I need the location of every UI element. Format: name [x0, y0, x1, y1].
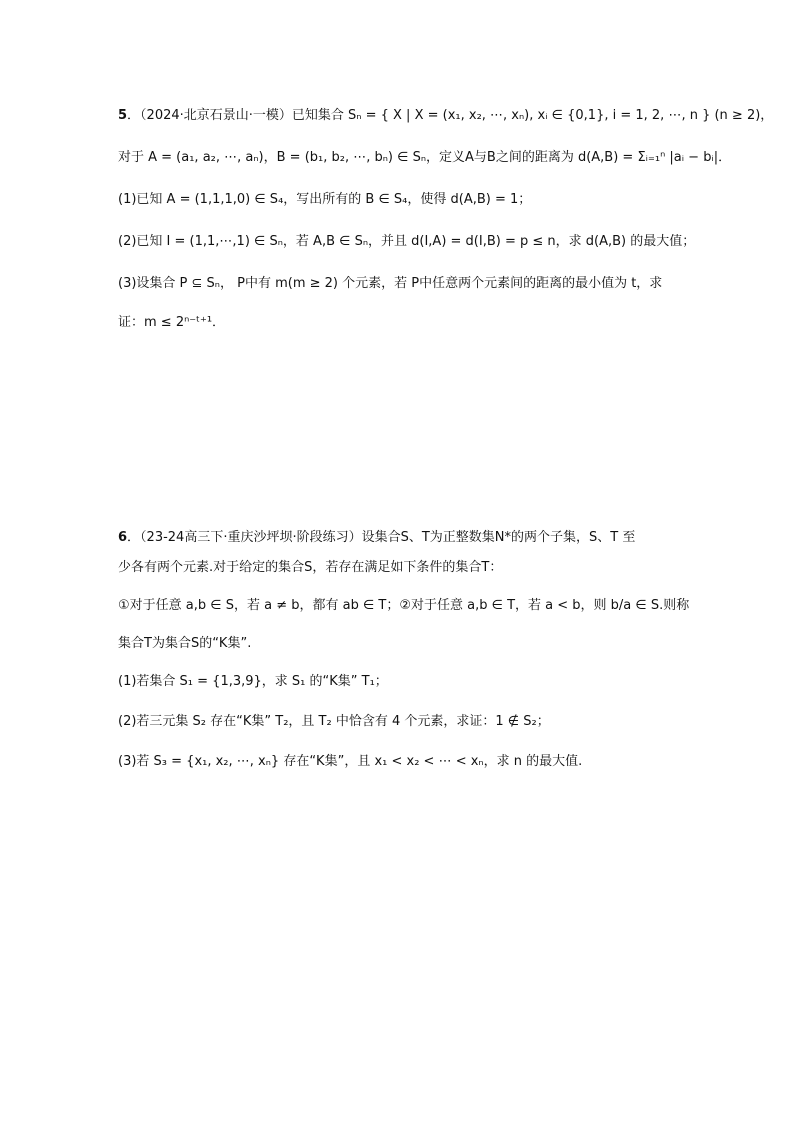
problem-line	[118, 106, 773, 126]
problem-line	[118, 528, 635, 548]
problem-line: (3)设集合 P ⊆ Sₙ， P中有 m(m ≥ 2) 个元素，若 P中任意两个元素间的距离的最小值为 t，求	[118, 276, 663, 291]
problem-line: 少各有两个元素.对于给定的集合S，若存在满足如下条件的集合T：	[118, 560, 503, 575]
problem-number: 5	[118, 108, 128, 123]
problem-text: ．（2024·北京石景山·一模）已知集合 Sₙ = { X | X = (x₁, x₂, ⋯, xₙ), xᵢ ∈ {0,1}, i = 1, 2, ⋯, n } (n ≥ 2)，	[127, 108, 774, 123]
problem-line: (1)已知 A = (1,1,1,0) ∈ S₄，写出所有的 B ∈ S₄，使得 d(A,B) = 1；	[118, 192, 532, 207]
problem-line: 对于 A = (a₁, a₂, ⋯, aₙ)，B = (b₁, b₂, ⋯, bₙ) ∈ Sₙ，定义A与B之间的距离为 d(A,B) = Σᵢ₌₁ⁿ |aᵢ − bᵢ|．	[118, 150, 732, 165]
problem-line: 证：m ≤ 2ⁿ⁻ᵗ⁺¹．	[118, 315, 226, 330]
problem-line: 集合T为集合S的“K集”.	[118, 636, 252, 651]
problem-line: (1)若集合 S₁ = {1,3,9}，求 S₁ 的“K集” T₁；	[118, 674, 388, 689]
problem-line: (2)若三元集 S₂ 存在“K集” T₂，且 T₂ 中恰含有 4 个元素，求证：1 ∉ S₂；	[118, 714, 550, 729]
problem-line: (3)若 S₃ = {x₁, x₂, ⋯, xₙ} 存在“K集”，且 x₁ < x₂ < ⋯ < xₙ，求 n 的最大值.	[118, 754, 583, 769]
problem-line: (2)已知 I = (1,1,⋯,1) ∈ Sₙ，若 A,B ∈ Sₙ，并且 d(I,A) = d(I,B) = p ≤ n，求 d(A,B) 的最大值；	[118, 234, 696, 249]
problem-text: ．（23-24高三下·重庆沙坪坝·阶段练习）设集合S、T为正整数集N*的两个子集，S、T 至	[127, 530, 636, 545]
problem-number: 6	[118, 530, 128, 545]
problem-line: ①对于任意 a,b ∈ S，若 a ≠ b，都有 ab ∈ T；②对于任意 a,b ∈ T，若 a < b，则 b/a ∈ S.则称	[118, 598, 690, 613]
